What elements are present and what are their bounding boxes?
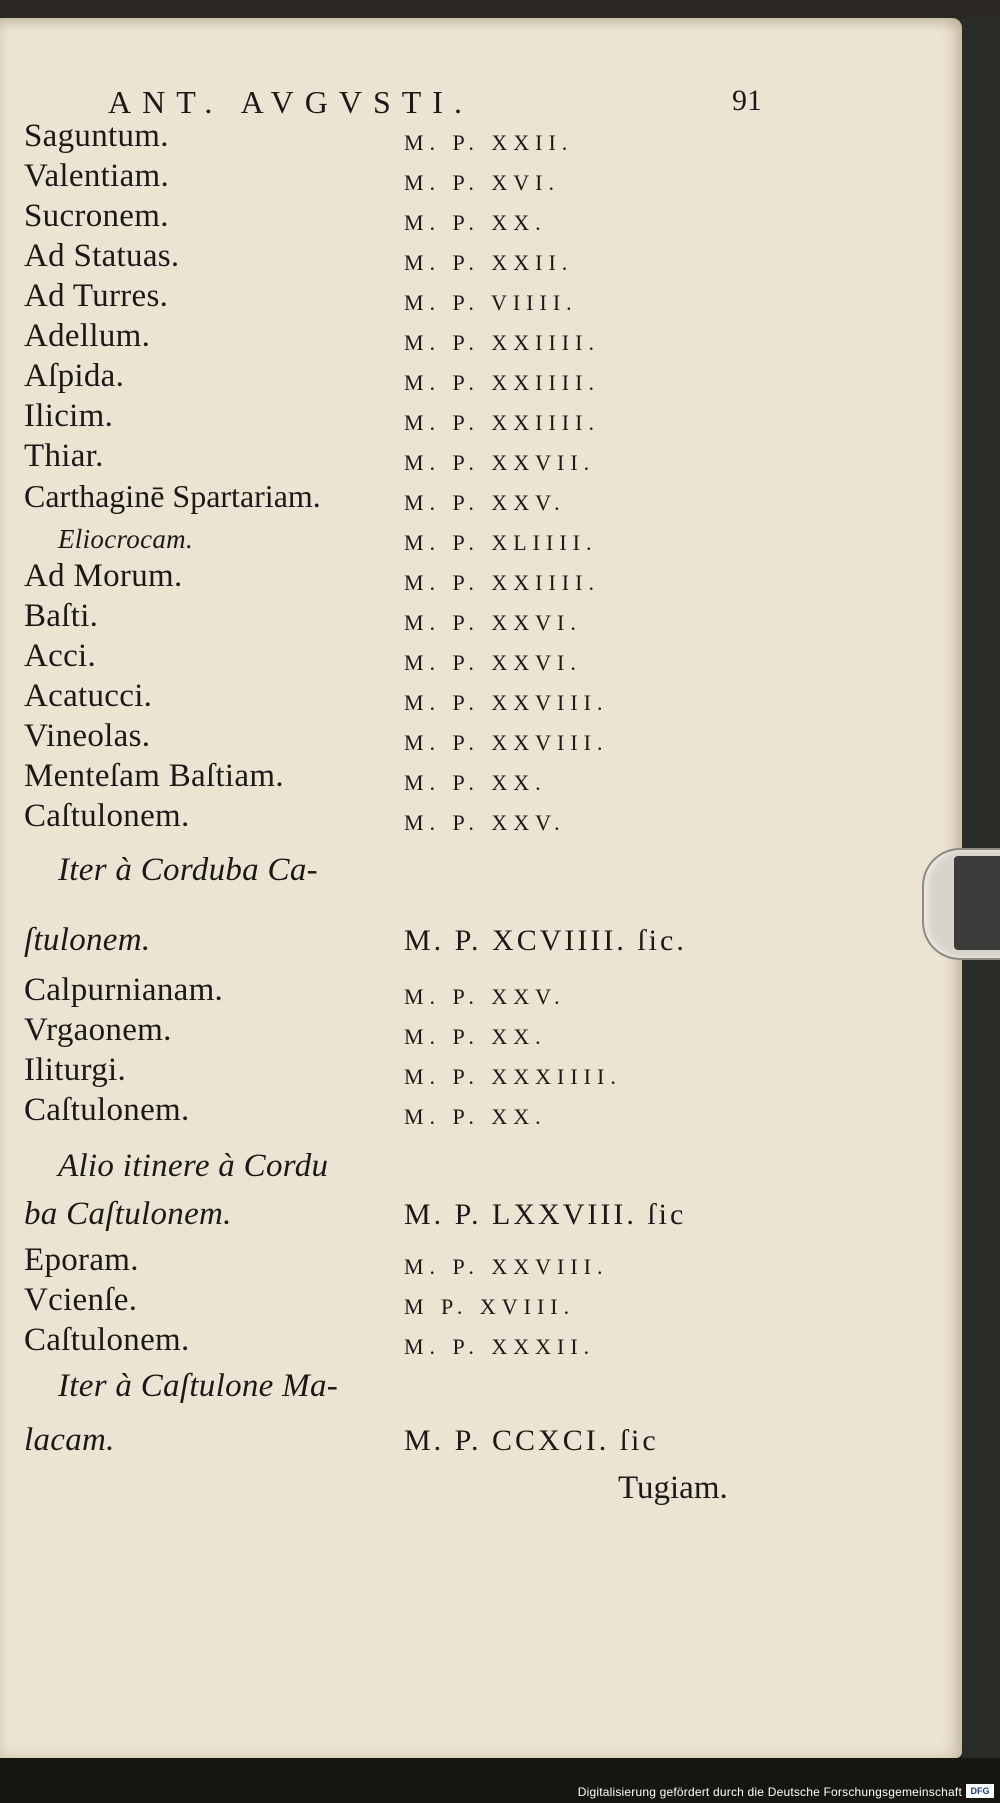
place-name: Carthaginē Spartariam.: [24, 478, 321, 514]
catchword: Tugiam.: [618, 1470, 728, 1506]
distance: M. P. XXIIII.: [404, 410, 600, 435]
distance: M. P. XLIIII.: [404, 530, 598, 555]
place-name: Adellum.: [24, 318, 151, 354]
place-name: Aſpida.: [24, 358, 125, 394]
distance: M. P. XXVII.: [404, 450, 596, 475]
distance: M. P. XXVIII.: [404, 1254, 609, 1279]
page-number: 91: [732, 84, 762, 117]
running-title: ANT. AVGVSTI.: [108, 84, 473, 120]
dfg-logo: DFG: [966, 1784, 994, 1798]
distance: M P. XVIII.: [404, 1294, 576, 1319]
place-name: Ad Statuas.: [24, 238, 180, 274]
place-name: Baſti.: [24, 598, 99, 634]
place-name: Ad Morum.: [24, 558, 183, 594]
distance: M. P. XXXII.: [404, 1334, 596, 1359]
distance: M. P. XXV.: [404, 984, 566, 1009]
distance: M. P. XX.: [404, 210, 547, 235]
route-heading: ſtulonem.: [24, 922, 151, 958]
place-name: Iliturgi.: [24, 1052, 127, 1088]
distance: M. P. XXVI.: [404, 610, 582, 635]
distance: M. P. XCVIIII. ſic.: [404, 924, 687, 957]
distance: M. P. XXV.: [404, 810, 566, 835]
route-heading: Iter à Corduba Ca-: [58, 852, 318, 888]
distance: M. P. CCXCI. ſic: [404, 1424, 659, 1457]
place-name: Caſtulonem.: [24, 798, 190, 834]
place-name-italic: Eliocrocam.: [58, 524, 194, 554]
place-name: Valentiam.: [24, 158, 170, 194]
distance: M. P. XXVI.: [404, 650, 582, 675]
route-heading: Alio itinere à Cordu: [58, 1148, 329, 1184]
distance: M. P. XXVIII.: [404, 690, 609, 715]
distance: M. P. XX.: [404, 1024, 547, 1049]
place-name: Saguntum.: [24, 118, 169, 154]
distance: M. P. XXIIII.: [404, 570, 600, 595]
place-name: Eporam.: [24, 1242, 139, 1278]
place-name: Acatucci.: [24, 678, 153, 714]
distance: M. P. XX.: [404, 1104, 547, 1129]
distance: M. P. XXXIIII.: [404, 1064, 622, 1089]
distance: M. P. XVI.: [404, 170, 560, 195]
page-clip: [922, 848, 1000, 960]
route-heading: Iter à Caſtulone Ma-: [58, 1368, 339, 1404]
distance: M. P. XXVIII.: [404, 730, 609, 755]
place-name: Menteſam Baſtiam.: [24, 758, 284, 794]
distance: M. P. VIIII.: [404, 290, 578, 315]
place-name: Sucronem.: [24, 198, 169, 234]
place-name: Ad Turres.: [24, 278, 169, 314]
distance: M. P. XXII.: [404, 130, 574, 155]
place-name: Thiar.: [24, 438, 104, 474]
place-name: Vrgaonem.: [24, 1012, 172, 1048]
distance: M. P. XXIIII.: [404, 370, 600, 395]
distance: M. P. XXII.: [404, 250, 574, 275]
place-name: Ilicim.: [24, 398, 114, 434]
route-heading: lacam.: [24, 1422, 115, 1458]
place-name: Vineolas.: [24, 718, 151, 754]
place-name: Calpurnianam.: [24, 972, 224, 1008]
place-name: Vcienſe.: [24, 1282, 138, 1318]
place-name: Acci.: [24, 638, 97, 674]
distance: M. P. XX.: [404, 770, 547, 795]
route-heading: ba Caſtulonem.: [24, 1196, 232, 1232]
distance: M. P. LXXVIII. ſic: [404, 1198, 687, 1231]
digitization-credit: Digitalisierung gefördert durch die Deutsche Forschungsgemeinschaft: [577, 1785, 962, 1799]
distance: M. P. XXIIII.: [404, 330, 600, 355]
place-name: Caſtulonem.: [24, 1092, 190, 1128]
distance: M. P. XXV.: [404, 490, 566, 515]
place-name: Caſtulonem.: [24, 1322, 190, 1358]
